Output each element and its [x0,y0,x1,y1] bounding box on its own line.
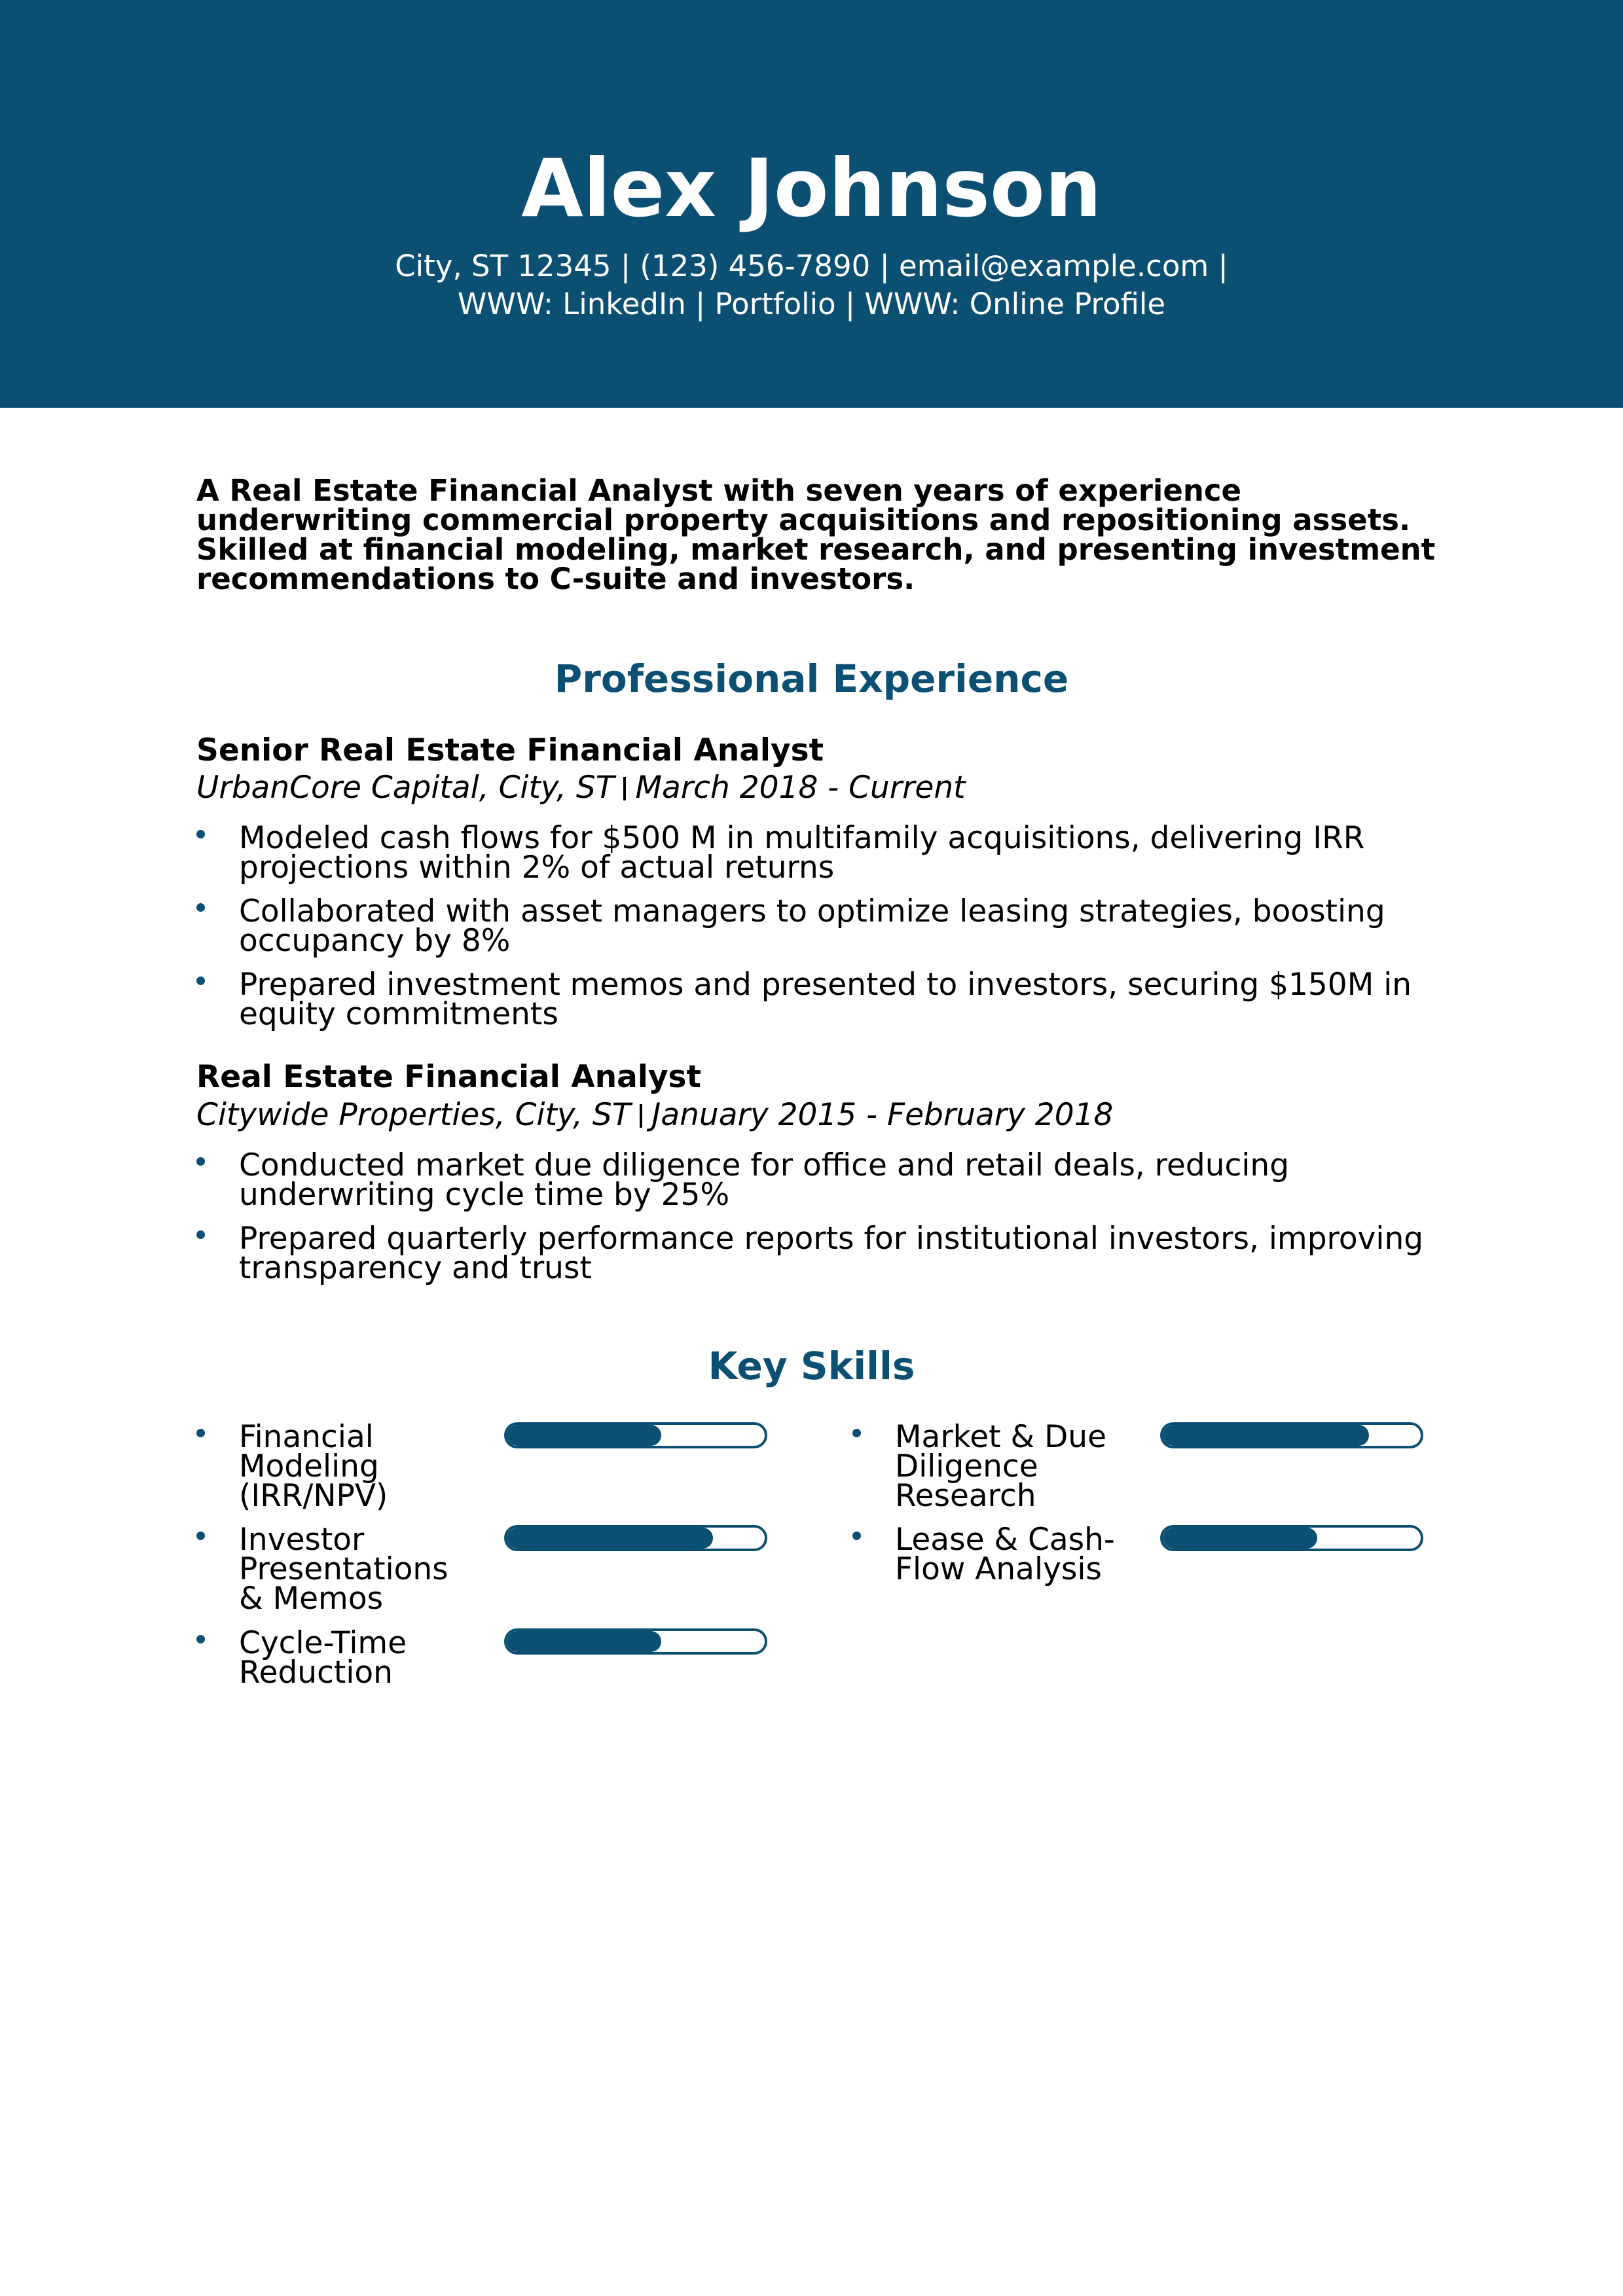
bullet-dot-icon [196,830,205,838]
skill-level-fill [507,1528,713,1549]
skill-level-fill [507,1631,661,1652]
list-item: Collaborated with asset managers to optimize leasing strategies, boosting occupancy by 8% [196,897,1440,956]
skill-level-bar [504,1525,767,1551]
list-item: Modeled cash flows for $500 M in multifamily acquisitions, delivering IRR projections within 2% of actual returns [196,823,1440,882]
bullet-dot-icon [196,1532,205,1540]
skills-section-title: Key Skills [708,1344,915,1388]
bullet-dot-icon [196,903,205,912]
skill-label: Cycle-Time Reduction [239,1625,407,1691]
bullet-dot-icon [196,1230,205,1239]
contact-info [0,247,1623,323]
professional-summary: A Real Estate Financial Analyst with seven years of experience underwriting commercial property acquisitions and repositioning assets. Skilled at financial modeling, market research, and presenting investment recommendations to C-suite and investors. [196,473,1436,596]
skill-level-bar [504,1628,767,1655]
job-title: Real Estate Financial Analyst [196,1059,701,1095]
list-item: Conducted market due diligence for office and retail deals, reducing underwriting cycle time by 25% [196,1151,1440,1210]
job-dates: January 2015 - February 2018 [651,1097,1114,1133]
candidate-name: Alex Johnson [521,142,1102,235]
skill-level-fill [1163,1425,1369,1446]
skill-level-bar [504,1422,767,1448]
job-dates: March 2018 - Current [635,770,966,806]
skill-label: Market & Due Diligence Research [895,1419,1106,1514]
skill-label: Investor Presentations & Memos [239,1522,448,1617]
list-item: Prepared quarterly performance reports for institutional investors, improving transparency and trust [196,1224,1440,1283]
job-company: Citywide Properties, City, ST [196,1097,631,1133]
skill-level-bar [1160,1525,1423,1551]
bullet-dot-icon [196,1635,205,1643]
separator [640,1104,642,1128]
contact-line-2: WWW: LinkedIn | Portfolio | WWW: Online Profile [457,287,1166,321]
skill-level-bar [1160,1422,1423,1448]
skill-label: Financial Modeling (IRR/NPV) [239,1419,388,1514]
contact-line-1: City, ST 12345 | (123) 456-7890 | email@example.com | [395,249,1228,283]
separator [623,777,626,800]
job-bullets [196,820,1440,1032]
job-meta [196,1096,1113,1134]
job-company: UrbanCore Capital, City, ST [196,770,615,806]
skill-level-fill [1163,1528,1317,1549]
job-title: Senior Real Estate Financial Analyst [196,732,824,768]
bullet-dot-icon [196,977,205,985]
bullet-dot-icon [852,1429,861,1437]
bullet-dot-icon [196,1157,205,1166]
header-banner [0,0,1623,408]
skill-level-fill [507,1425,661,1446]
bullet-dot-icon [852,1532,861,1540]
skill-label: Lease & Cash-Flow Analysis [895,1522,1115,1587]
job-bullets [196,1147,1440,1286]
bullet-dot-icon [196,1429,205,1437]
list-item: Prepared investment memos and presented to investors, securing $150M in equity commitments [196,970,1440,1029]
experience-section-title: Professional Experience [554,656,1069,701]
job-meta [196,769,966,807]
